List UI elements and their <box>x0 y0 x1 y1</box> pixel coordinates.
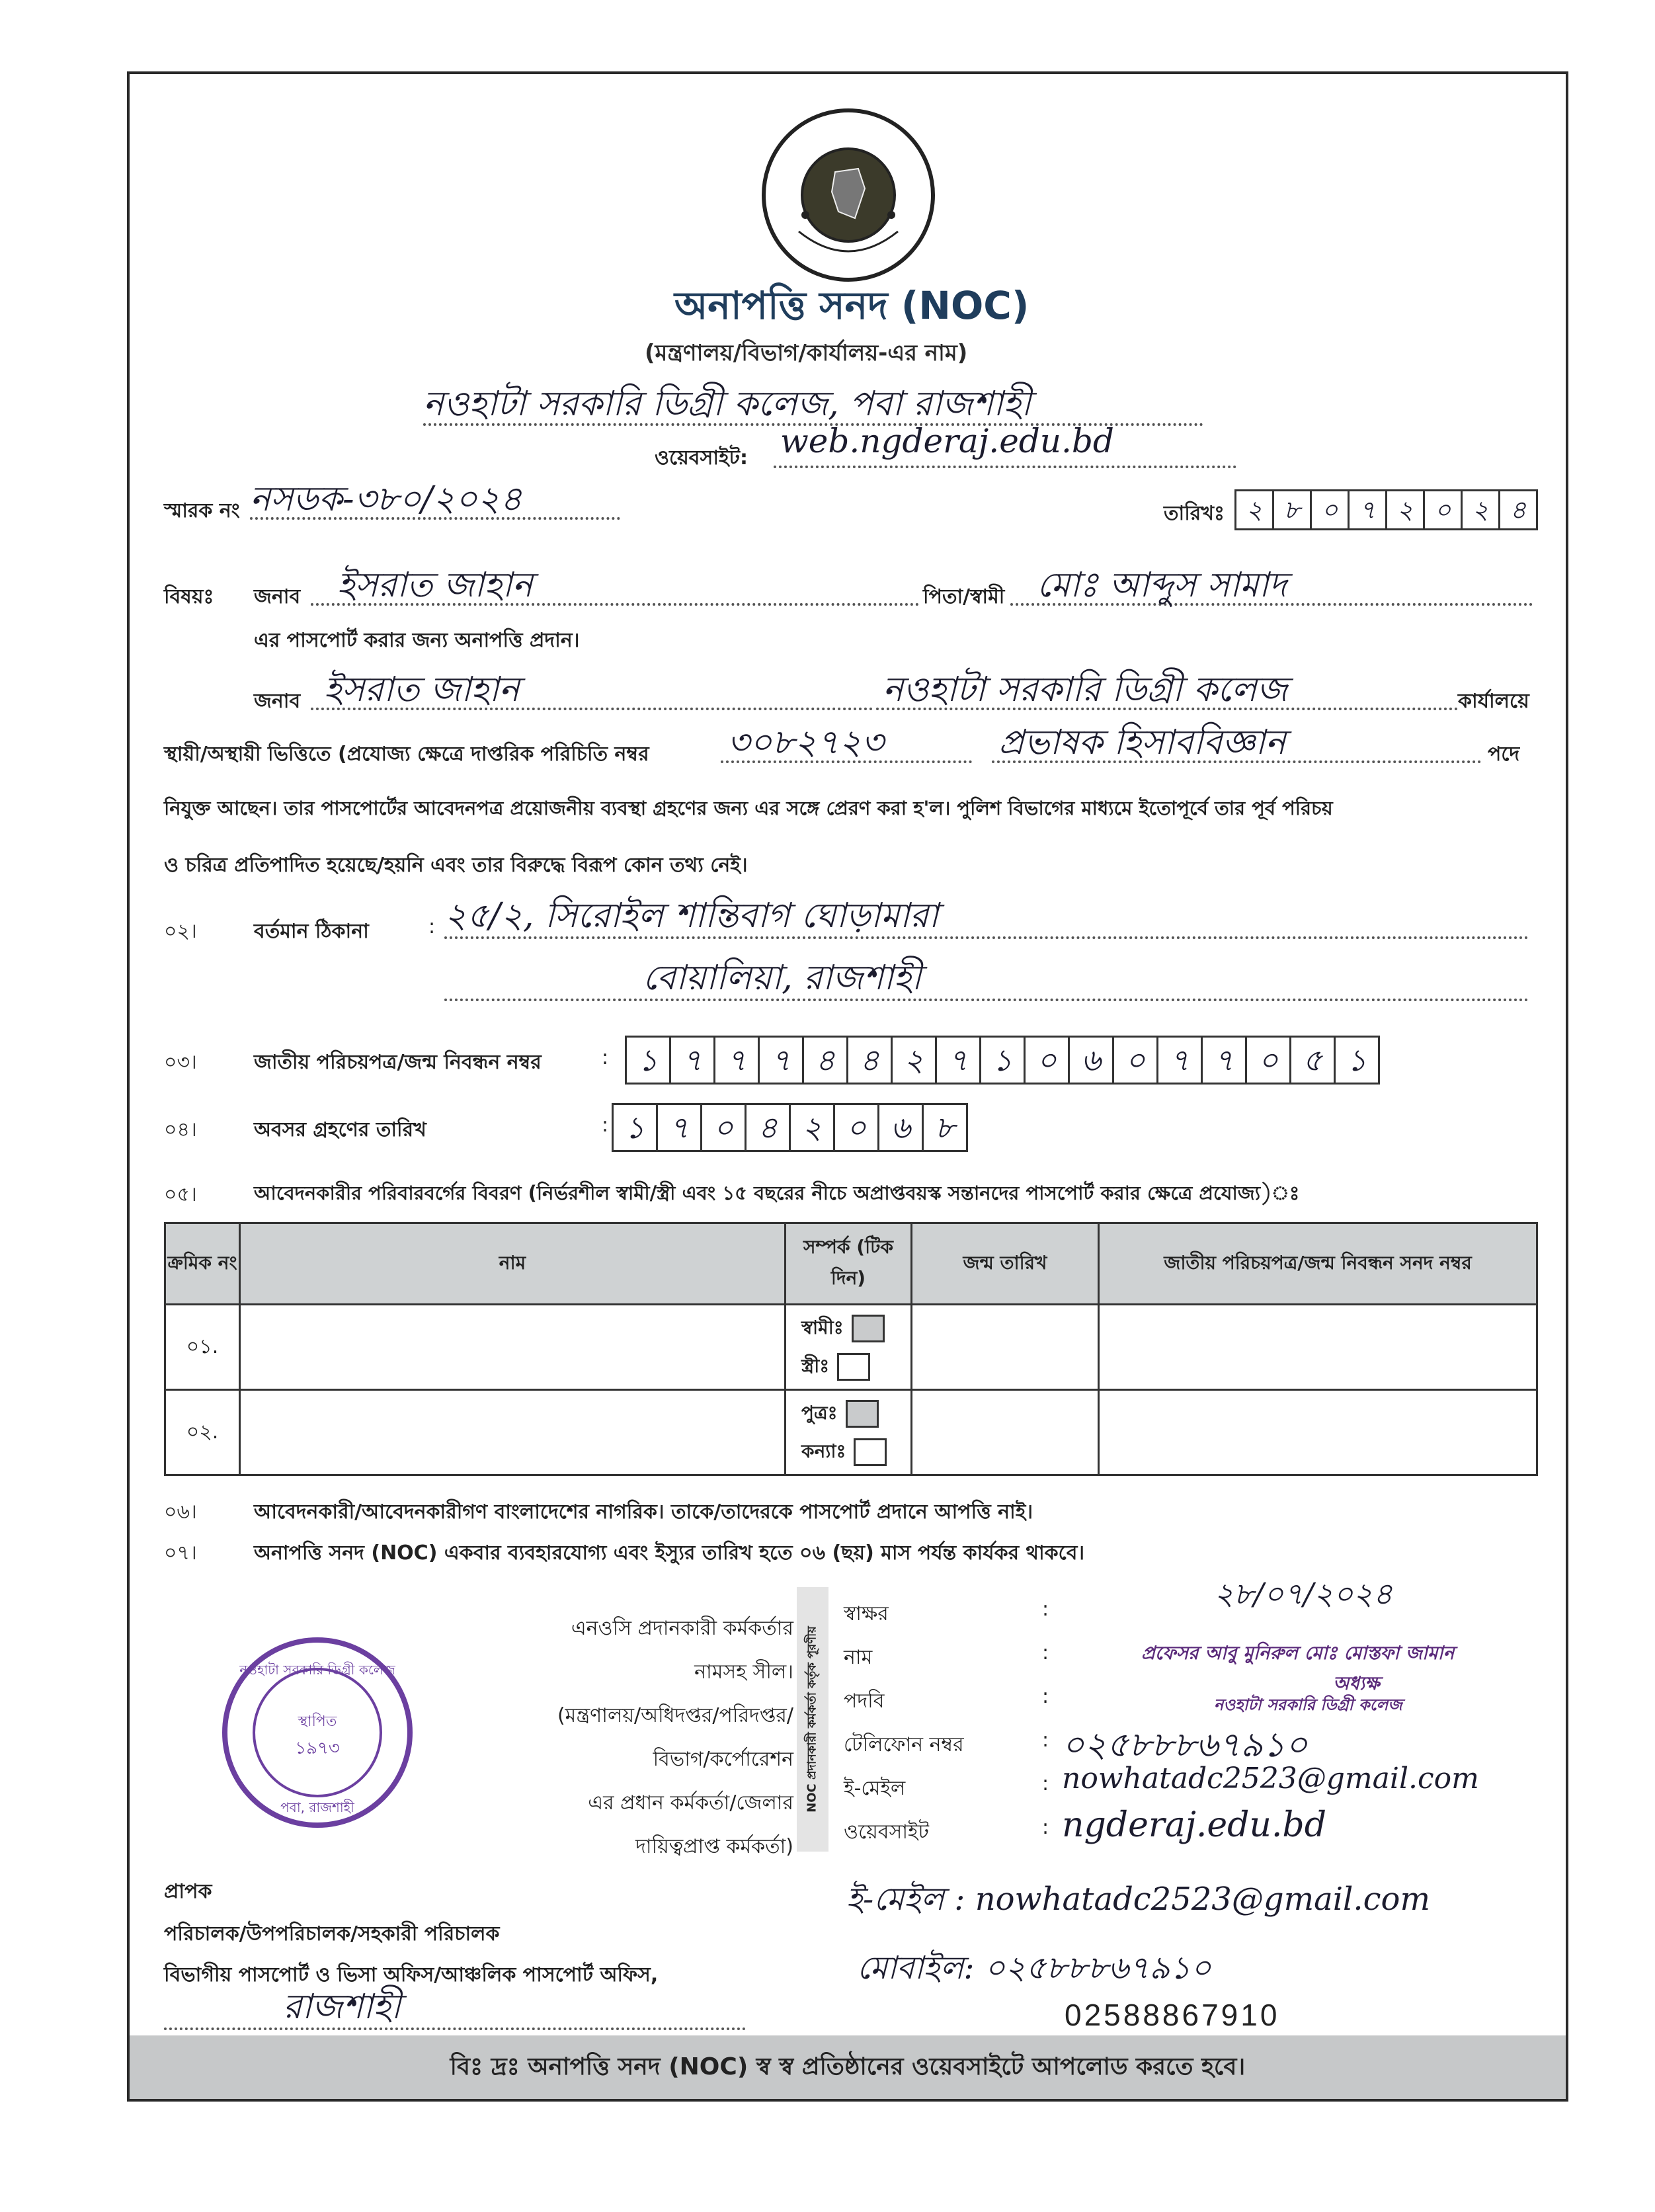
relation-label: কন্যাঃ <box>801 1440 846 1462</box>
website-value: web.ngderaj.edu.bd <box>780 422 1114 460</box>
name-label: নাম <box>844 1646 873 1669</box>
address-line-2 <box>444 955 1529 1001</box>
table-row <box>165 1390 1537 1475</box>
retire-boxes <box>614 1103 968 1152</box>
date-label: তারিখঃ <box>1164 502 1225 525</box>
row-nid-cell[interactable] <box>1099 1390 1537 1475</box>
retire-digit: ৪ <box>745 1103 791 1152</box>
subject-label: বিষয়ঃ <box>164 585 214 608</box>
printed-phone: 02588867910 <box>1065 1998 1280 2032</box>
date-boxes <box>1236 489 1538 530</box>
row-name-cell[interactable] <box>240 1390 786 1475</box>
body-mr-label: জনাব <box>254 690 301 713</box>
retire-digit: ০ <box>700 1103 747 1152</box>
issuer-left-text <box>463 1607 793 1869</box>
address-line-1 <box>444 893 1529 939</box>
retire-digit: ২ <box>789 1103 835 1152</box>
memo-line <box>250 476 620 520</box>
row-serial: ০২. <box>165 1390 240 1475</box>
website-field-label: ওয়েবসাইট <box>844 1821 929 1844</box>
item-04-number: ০৪। <box>164 1118 197 1141</box>
item-06-number: ০৬। <box>164 1500 197 1524</box>
nid-digit: ৭ <box>935 1036 981 1085</box>
nid-digit: ৫ <box>1289 1036 1336 1085</box>
col-dob-header: জন্ম তারিখ <box>912 1223 1099 1305</box>
signature-label: স্বাক্ষর <box>844 1602 889 1625</box>
nid-digit: ২ <box>891 1036 937 1085</box>
website-field-value: ngderaj.edu.bd <box>1062 1805 1327 1845</box>
body-name-line <box>311 665 873 710</box>
recipient-city: রাজশাহী <box>283 1987 401 2027</box>
address-value-2: বোয়ালিয়া, রাজশাহী <box>643 958 922 998</box>
row-dob-cell[interactable] <box>912 1390 1099 1475</box>
website-label: ওয়েবসাইট: <box>655 446 748 470</box>
col-nid-header: জাতীয় পরিচয়পত্র/জন্ম নিবন্ধন সনদ নম্বর <box>1099 1223 1537 1305</box>
validity-text: অনাপত্তি সনদ (NOC) একবার ব্যবহারযোগ্য এবং ইস্যুর তারিখ হতে ০৬ (ছয়) মাস পর্যন্ত কার্যকর থাকবে। <box>254 1541 1085 1565</box>
date-digit: ২ <box>1234 489 1274 530</box>
row-relation-cell <box>786 1305 912 1390</box>
designation-label: পদবি <box>844 1690 885 1713</box>
seal-bottom-text: পবা, রাজশাহী <box>280 1799 354 1815</box>
relation-label: পুত্রঃ <box>801 1402 838 1424</box>
col-name-header: নাম <box>240 1223 786 1305</box>
body-paragraph-line2: ও চরিত্র প্রতিপাদিত হয়েছে/হয়নি এবং তার বিরুদ্ধে বিরূপ কোন তথ্য নেই। <box>164 854 748 877</box>
row-dob-cell[interactable] <box>912 1305 1099 1390</box>
document-subtitle: (মন্ত্রণালয়/বিভাগ/কার্যালয়-এর নাম) <box>645 340 968 366</box>
item-07-number: ০৭। <box>164 1541 197 1565</box>
officer-designation-stamp: অধ্যক্ষ <box>1333 1672 1380 1694</box>
recipient-label: প্রাপক <box>164 1880 212 1903</box>
address-colon: : <box>428 915 436 938</box>
date-digit: ৪ <box>1498 489 1538 530</box>
date-digit: ২ <box>1461 489 1500 530</box>
date-digit: ৮ <box>1272 489 1312 530</box>
retire-digit: ৬ <box>877 1103 924 1152</box>
row-relation-cell <box>786 1390 912 1475</box>
nid-digit: ১ <box>979 1036 1026 1085</box>
date-digit: ৭ <box>1348 489 1387 530</box>
nid-digit: ৭ <box>713 1036 760 1085</box>
seal-mid-text: স্থাপিত <box>298 1713 337 1730</box>
recipient-line2: বিভাগীয় পাসপোর্ট ও ভিসা অফিস/আঞ্চলিক পাসপোর্ট অফিস, <box>164 1963 659 1987</box>
nid-digit: ০ <box>1024 1036 1070 1085</box>
col-serial-header: ক্রমিক নং <box>165 1223 240 1305</box>
nid-digit: ০ <box>1245 1036 1291 1085</box>
father-line <box>1010 561 1533 606</box>
seal-year: ১৯৭৩ <box>295 1739 340 1758</box>
item-02-number: ০২। <box>164 920 197 943</box>
nid-digit: ১ <box>625 1036 671 1085</box>
post-suffix: পদে <box>1488 743 1520 766</box>
date-digit: ০ <box>1423 489 1463 530</box>
document-title: অনাপত্তি সনদ (NOC) <box>674 283 1029 328</box>
seal-top-text: নওহাটা সরকারি ডিগ্রী কলেজ <box>239 1662 395 1678</box>
address-value-1: ২৫/২, সিরোইল শান্তিবাগ ঘোড়ামারা <box>444 896 939 936</box>
family-table <box>164 1222 1538 1476</box>
nid-boxes <box>627 1036 1380 1085</box>
address-label: বর্তমান ঠিকানা <box>254 920 369 943</box>
memo-value: নসডক-৩৮০/২০২৪ <box>250 479 522 519</box>
phone-value: ০২৫৮৮৮৬৭৯১০ <box>1062 1725 1308 1765</box>
office-name-line <box>423 377 1203 426</box>
subject-mr-label: জনাব <box>254 585 301 608</box>
nid-digit: ৪ <box>802 1036 848 1085</box>
nid-label: জাতীয় পরিচয়পত্র/জন্ম নিবন্ধন নম্বর <box>254 1051 542 1074</box>
designation-line <box>992 718 1481 763</box>
issuer-line: (মন্ত্রণালয়/অধিদপ্তর/পরিদপ্তর/ <box>557 1704 793 1727</box>
body-name: ইসরাত জাহান <box>324 670 520 710</box>
body-office-line <box>876 665 1458 710</box>
wife-checkbox[interactable] <box>837 1353 870 1381</box>
nid-digit: ৬ <box>1068 1036 1114 1085</box>
item-05-number: ০৫। <box>164 1183 197 1206</box>
row-name-cell[interactable] <box>240 1305 786 1390</box>
handwritten-mobile: মোবাইল: ০২৫৮৮৮৬৭৯১০ <box>857 1949 1211 1987</box>
email-value: nowhatadc2523@gmail.com <box>1062 1762 1479 1795</box>
retire-digit: ৭ <box>656 1103 702 1152</box>
office-suffix: কার্যালয়ে <box>1458 690 1529 713</box>
nid-digit: ৭ <box>758 1036 804 1085</box>
row-serial: ০১. <box>165 1305 240 1390</box>
college-seal-stamp <box>218 1633 417 1832</box>
body-paragraph-line1: নিযুক্ত আছেন। তার পাসপোর্টের আবেদনপত্র প্রয়োজনীয় ব্যবস্থা গ্রহণের জন্য এর সঙ্গে প্রেরণ করা হ'ল। পুলিশ বিভাগের মাধ্যমে ইতোপূর্বে তার পূর্ব পরিচয় <box>164 797 1333 819</box>
nid-digit: ০ <box>1112 1036 1158 1085</box>
row-nid-cell[interactable] <box>1099 1305 1537 1390</box>
footer-note: বিঃ দ্রঃ অনাপত্তি সনদ (NOC) স্ব স্ব প্রতিষ্ঠানের ওয়েবসাইটে আপলোড করতে হবে। <box>130 2035 1566 2099</box>
retire-digit: ৮ <box>922 1103 968 1152</box>
date-digit: ২ <box>1385 489 1425 530</box>
memo-label: স্মারক নং <box>164 499 240 522</box>
col-relation-header: সম্পর্ক (টিক দিন) <box>786 1223 912 1305</box>
family-table-header-row <box>165 1223 1537 1305</box>
body-office: নওহাটা সরকারি ডিগ্রী কলেজ <box>883 670 1288 710</box>
issuer-line: বিভাগ/কর্পোরেশন <box>653 1748 793 1771</box>
nid-digit: ৭ <box>669 1036 715 1085</box>
date-digit: ০ <box>1310 489 1350 530</box>
subject-name: ইসরাত জাহান <box>337 565 533 605</box>
retire-label: অবসর গ্রহণের তারিখ <box>254 1118 426 1141</box>
noc-vertical-text: NOC প্রদানকারী কর্মকর্তা কর্তৃক পূরণীয় <box>805 1626 819 1813</box>
phone-label: টেলিফোন নম্বর <box>844 1733 964 1756</box>
subject-name-line <box>311 561 919 606</box>
email-label: ই-মেইল <box>844 1777 906 1800</box>
officer-college-stamp: নওহাটা সরকারি ডিগ্রী কলেজ <box>1214 1696 1402 1714</box>
nid-digit: ৭ <box>1201 1036 1247 1085</box>
retire-colon: : <box>602 1114 609 1137</box>
subject-line2: এর পাসপোর্ট করার জন্য অনাপত্তি প্রদান। <box>254 629 580 652</box>
issuer-line: দায়িত্বপ্রাপ্ত কর্মকর্তা) <box>635 1835 793 1858</box>
designation: প্রভাষক হিসাববিজ্ঞান <box>998 723 1286 762</box>
website-line <box>774 422 1236 468</box>
son-checkbox[interactable] <box>846 1400 879 1428</box>
issuer-fields: স্বাক্ষর : ২৮/০৭/২০২৪ নাম : প্রফেসর আবু মুনিরুল মোঃ মোস্তফা জামান পদবি : অধ্যক্ষ নওহাটা সরকারি ডিগ্রী কলেজ টেলিফোন নম্বর : ০২৫৮৮৮৬৭৯১০ ই-মেইল : nowhatadc2523@gmail.com ওয়েবসাইট : ngderaj.edu.bd <box>844 1598 964 1860</box>
issuer-line: এর প্রধান কর্মকর্তা/জেলার <box>588 1791 793 1815</box>
issuer-line: এনওসি প্রদানকারী কর্মকর্তার <box>571 1617 793 1640</box>
nid-digit: ৪ <box>846 1036 893 1085</box>
noc-vertical-label <box>797 1587 828 1852</box>
relation-label: স্বামীঃ <box>801 1317 844 1338</box>
nid-digit: ৭ <box>1156 1036 1203 1085</box>
issuer-line: নামসহ সীল। <box>694 1660 793 1684</box>
recipient-line1: পরিচালক/উপপরিচালক/সহকারী পরিচালক <box>164 1922 500 1946</box>
husband-checkbox[interactable] <box>852 1315 885 1342</box>
retire-digit: ০ <box>833 1103 879 1152</box>
father-label: পিতা/স্বামী <box>923 585 1005 608</box>
retire-digit: ১ <box>612 1103 658 1152</box>
table-row <box>165 1305 1537 1390</box>
citizen-text: আবেদনকারী/আবেদনকারীগণ বাংলাদেশের নাগরিক। তাকে/তাদেরকে পাসপোর্ট প্রদানে আপত্তি নাই। <box>254 1500 1033 1524</box>
official-id-line <box>721 718 972 763</box>
officer-name-stamp: প্রফেসর আবু মুনিরুল মোঃ মোস্তফা জামান <box>1141 1642 1455 1664</box>
handwritten-email: ই-মেইল : nowhatadc2523@gmail.com <box>846 1881 1430 1918</box>
daughter-checkbox[interactable] <box>854 1438 887 1466</box>
nid-colon: : <box>602 1046 609 1069</box>
id-prefix-label: স্থায়ী/অস্থায়ী ভিত্তিতে (প্রযোজ্য ক্ষেত্রে দাপ্তরিক পরিচিতি নম্বর <box>164 743 649 766</box>
nid-digit: ১ <box>1334 1036 1380 1085</box>
item-03-number: ০৩। <box>164 1051 197 1074</box>
office-name-value: নওহাটা সরকারি ডিগ্রী কলেজ, পবা রাজশাহী <box>423 384 1031 424</box>
father-name: মোঃ আব্দুস সামাদ <box>1037 565 1287 605</box>
government-emblem-icon <box>759 106 938 284</box>
signature-value: ২৮/০৭/২০২৪ <box>1214 1576 1393 1612</box>
recipient-city-line <box>164 1987 746 2030</box>
relation-label: স্ত্রীঃ <box>801 1355 830 1377</box>
family-heading: আবেদনকারীর পরিবারবর্গের বিবরণ (নির্ভরশীল স্বামী/স্ত্রী এবং ১৫ বছরের নীচে অপ্রাপ্তবয়স্ক সন্তানদের পাসপোর্ট করার ক্ষেত্রে প্রযোজ্য)ঃ <box>254 1182 1300 1204</box>
official-id: ৩০৮২৭২৩ <box>727 723 884 762</box>
